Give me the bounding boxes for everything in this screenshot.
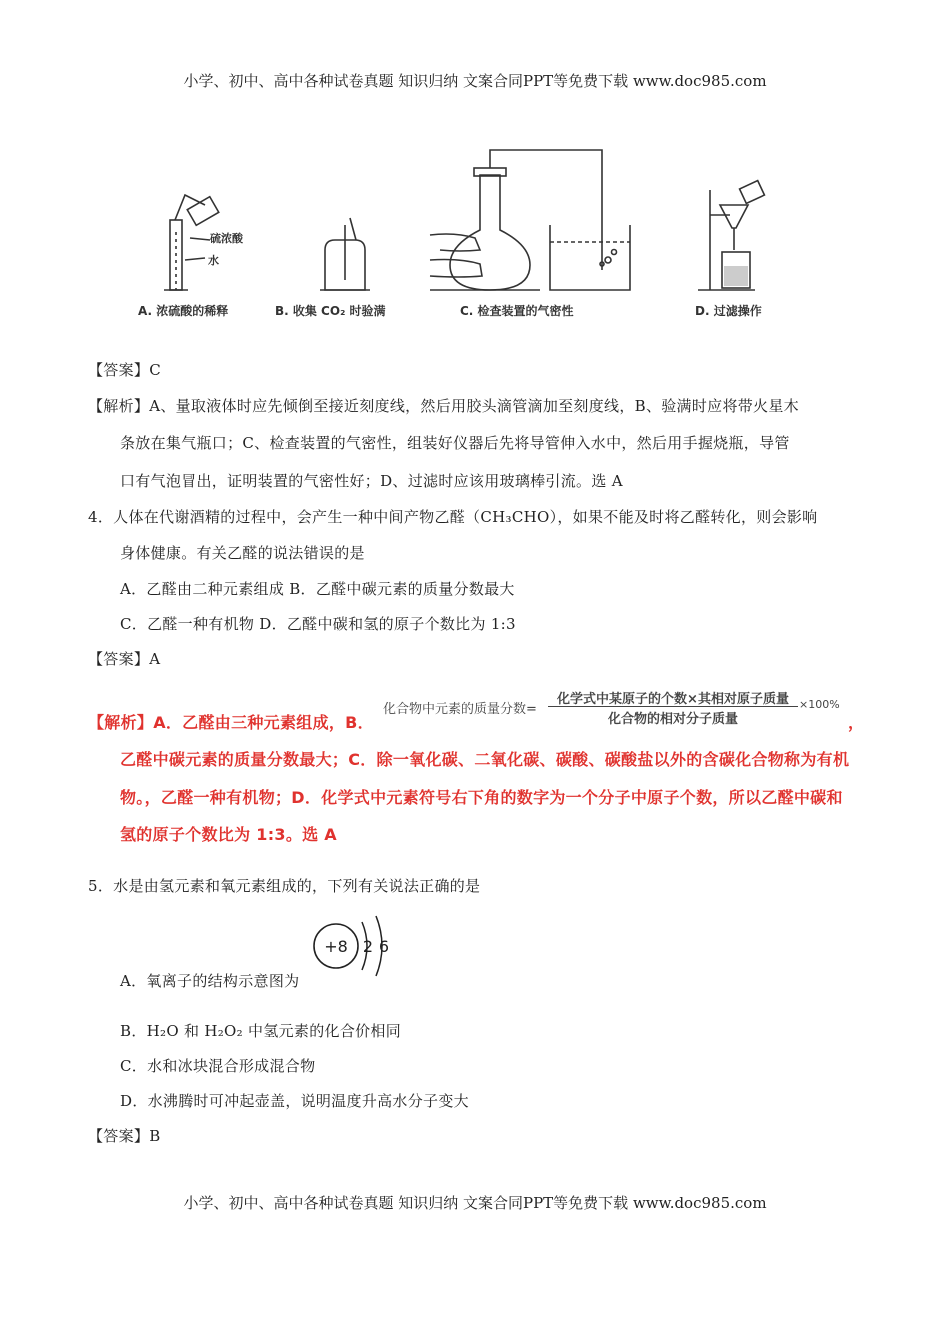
q3-analysis-line-2: 条放在集气瓶口；C、检查装置的气密性，组装好仪器后先将导管伸入水中，然后用手握烧瓶，导管 xyxy=(120,434,790,452)
q5-option-d: D．水沸腾时可冲起壶盖，说明温度升高水分子变大 xyxy=(120,1092,469,1110)
q4-stem-line-2: 身体健康。有关乙醛的说法错误的是 xyxy=(120,544,365,562)
ion-shell-1: 2 xyxy=(362,937,374,956)
q4-analysis-line-4: 氢的原子个数比为 1:3。选 A xyxy=(120,825,337,844)
diagram-airtightness-check xyxy=(430,150,630,290)
q4-option-ab: A．乙醛由二种元素组成 B．乙醛中碳元素的质量分数最大 xyxy=(120,580,515,598)
q4-analysis-line-2: 乙醛中碳元素的质量分数最大；C．除一氧化碳、二氧化碳、碳酸、碳酸盐以外的含碳化合物称为有机 xyxy=(120,750,850,769)
ion-shell-2: 6 xyxy=(378,937,390,956)
formula-percent: ×100% xyxy=(799,698,840,711)
caption-b: B. 收集 CO₂ 时验满 xyxy=(275,304,386,318)
caption-c: C. 检查装置的气密性 xyxy=(460,304,574,318)
q4-option-cd: C．乙醛一种有机物 D．乙醛中碳和氢的原子个数比为 1:3 xyxy=(120,615,516,633)
diagram-co2-collection xyxy=(320,218,370,290)
q5-option-c: C．水和冰块混合形成混合物 xyxy=(120,1057,316,1075)
formula-left: 化合物中元素的质量分数= xyxy=(383,702,537,717)
lab-apparatus-figure xyxy=(130,140,790,300)
formula-numerator: 化学式中某原子的个数×其相对原子质量 xyxy=(557,692,789,707)
formula-fraction-bar xyxy=(548,706,798,707)
oxygen-ion-diagram xyxy=(310,912,400,980)
q5-stem: 5．水是由氢元素和氧元素组成的，下列有关说法正确的是 xyxy=(88,877,481,895)
q4-analysis-line-1: 【解析】A．乙醛由三种元素组成，B． xyxy=(88,713,374,732)
q3-answer: 【答案】C xyxy=(88,361,161,379)
q3-analysis-line-1: 【解析】A、量取液体时应先倾倒至接近刻度线，然后用胶头滴管滴加至刻度线，B、验满时应将带火星木 xyxy=(88,397,799,415)
q3-analysis-line-3: 口有气泡冒出，证明装置的气密性好；D、过滤时应该用玻璃棒引流。选 A xyxy=(120,472,623,490)
diagram-filtration xyxy=(698,181,764,290)
label-water: 水 xyxy=(208,254,219,267)
caption-a: A. 浓硫酸的稀释 xyxy=(138,304,229,318)
ion-nucleus: +8 xyxy=(324,937,348,956)
page-footer: 小学、初中、高中各种试卷真题 知识归纳 文案合同PPT等免费下载 www.doc985.com xyxy=(183,1194,767,1212)
q5-option-a: A．氧离子的结构示意图为 xyxy=(120,972,300,990)
q5-option-b: B．H₂O 和 H₂O₂ 中氢元素的化合价相同 xyxy=(120,1022,402,1040)
q4-stem-line-1: 4．人体在代谢酒精的过程中，会产生一种中间产物乙醛（CH₃CHO），如果不能及时将乙醛转化，则会影响 xyxy=(88,508,818,526)
q4-answer: 【答案】A xyxy=(88,650,161,668)
q4-analysis-line-3: 物。，乙醛一种有机物；D．化学式中元素符号右下角的数字为一个分子中原子个数，所以乙醛中碳和 xyxy=(120,788,843,807)
page-header: 小学、初中、高中各种试卷真题 知识归纳 文案合同PPT等免费下载 www.doc985.com xyxy=(183,72,767,90)
q5-answer: 【答案】B xyxy=(88,1127,161,1145)
caption-d: D. 过滤操作 xyxy=(695,304,762,318)
formula-trailing-comma: ， xyxy=(848,713,865,732)
label-concentrated-acid: 硫浓酸 xyxy=(210,232,243,245)
formula-denominator: 化合物的相对分子质量 xyxy=(607,712,738,727)
